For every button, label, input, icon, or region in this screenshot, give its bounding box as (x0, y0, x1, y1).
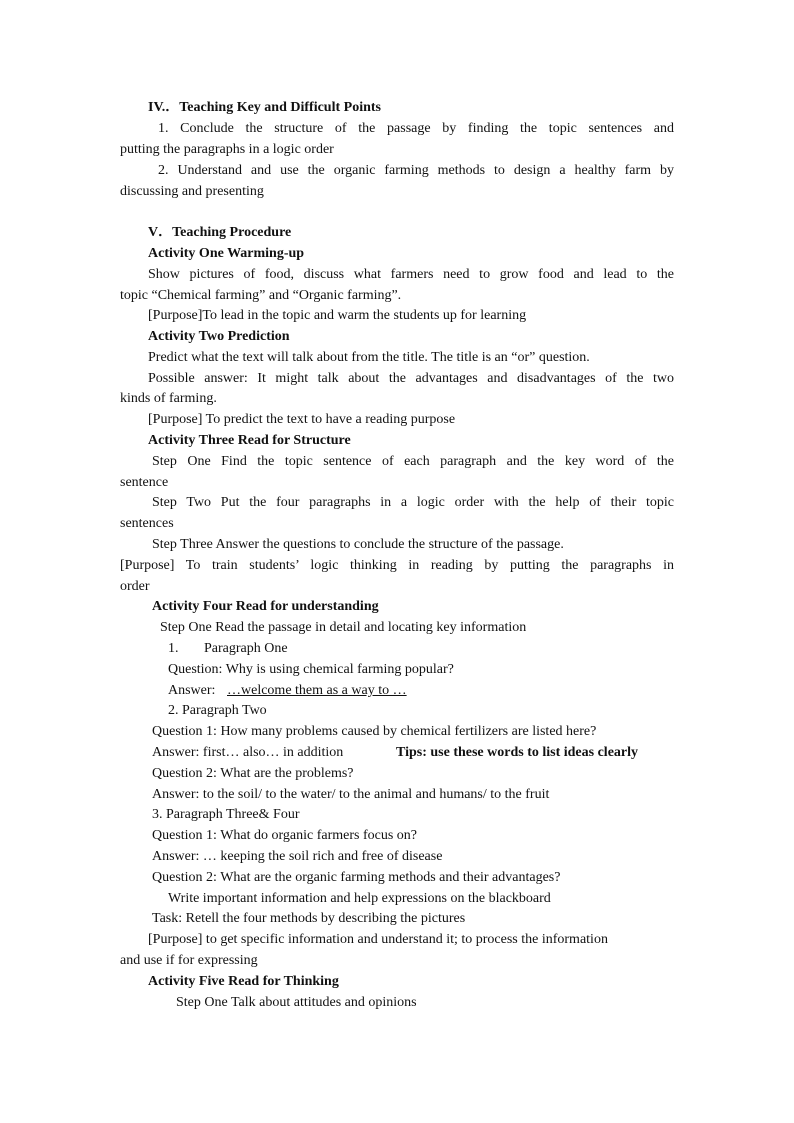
activity-two-line-1: Predict what the text will talk about from the title. The title is an “or” question. (148, 350, 590, 365)
activity-four-step-1: Step One Read the passage in detail and locating key information (160, 620, 527, 635)
paragraph-two-tips: Tips: use these words to list ideas clearly (396, 745, 639, 760)
paragraph-three-question-2: Question 2: What are the organic farming methods and their advantages? (152, 870, 561, 885)
section-4-heading: IV.．Teaching Key and Difficult Points (148, 100, 381, 115)
activity-one-line-1: Show pictures of food, discuss what farmers need to grow food and lead to the (148, 267, 674, 282)
key-point-1-line-2: putting the paragraphs in a logic order (120, 142, 334, 157)
paragraph-one-label: Paragraph One (204, 641, 288, 656)
activity-two-line-2: Possible answer: It might talk about the advantages and disadvantages of the two (148, 371, 674, 386)
paragraph-one-answer-label: Answer: (168, 683, 216, 698)
activity-two-purpose: [Purpose] To predict the text to have a reading purpose (148, 412, 456, 427)
activity-one-purpose: [Purpose]To lead in the topic and warm the students up for learning (148, 308, 527, 323)
paragraph-one-question: Question: Why is using chemical farming popular? (168, 662, 454, 677)
paragraph-two-question-2: Question 2: What are the problems? (152, 766, 354, 781)
paragraph-one-number: 1. (168, 641, 179, 656)
activity-three-step-1-line-1: Step One Find the topic sentence of each paragraph and the key word of the (152, 454, 674, 469)
activity-three-step-2-line-1: Step Two Put the four paragraphs in a logic order with the help of their topic (152, 495, 674, 510)
key-point-2-line-2: discussing and presenting (120, 184, 264, 199)
activity-three-title: Activity Three Read for Structure (148, 433, 351, 448)
paragraph-one-answer: …welcome them as a way to … (227, 683, 407, 698)
section-5-heading: V．Teaching Procedure (148, 225, 292, 240)
paragraph-three-four-label: 3. Paragraph Three& Four (152, 807, 300, 822)
paragraph-three-question-1: Question 1: What do organic farmers focus on? (152, 828, 418, 843)
activity-four-purpose-line-2: and use if for expressing (120, 953, 258, 968)
activity-four-purpose-line-1: [Purpose] to get specific information and understand it; to process the information (148, 932, 608, 947)
key-point-1-line-1: 1. Conclude the structure of the passage by finding the topic sentences and (158, 121, 674, 136)
activity-two-line-3: kinds of farming. (120, 391, 217, 406)
activity-three-step-2-line-2: sentences (120, 516, 174, 531)
activity-four-title: Activity Four Read for understanding (152, 599, 379, 614)
activity-two-title: Activity Two Prediction (148, 329, 290, 344)
key-point-2-line-1: 2. Understand and use the organic farming methods to design a healthy farm by (158, 163, 674, 178)
activity-three-step-3: Step Three Answer the questions to conclude the structure of the passage. (152, 537, 564, 552)
paragraph-two-answer-2: Answer: to the soil/ to the water/ to the animal and humans/ to the fruit (152, 787, 550, 802)
activity-three-step-1-line-2: sentence (120, 475, 169, 490)
paragraph-three-answer-1: Answer: … keeping the soil rich and free of disease (152, 849, 443, 864)
activity-three-purpose-line-2: order (120, 579, 150, 594)
activity-five-step-1: Step One Talk about attitudes and opinions (176, 995, 417, 1010)
blackboard-note: Write important information and help expressions on the blackboard (168, 891, 551, 906)
activity-one-title: Activity One Warming-up (148, 246, 305, 261)
paragraph-two-label: 2. Paragraph Two (168, 703, 267, 718)
activity-three-purpose-line-1: [Purpose] To train students’ logic thinking in reading by putting the paragraphs in (120, 558, 674, 573)
activity-five-title: Activity Five Read for Thinking (148, 974, 339, 989)
activity-four-task: Task: Retell the four methods by describing the pictures (152, 911, 466, 926)
paragraph-two-question-1: Question 1: How many problems caused by chemical fertilizers are listed here? (152, 724, 597, 739)
paragraph-two-answer-1: Answer: first… also… in addition (152, 745, 344, 760)
activity-one-line-2: topic “Chemical farming” and “Organic farming”. (120, 288, 402, 303)
